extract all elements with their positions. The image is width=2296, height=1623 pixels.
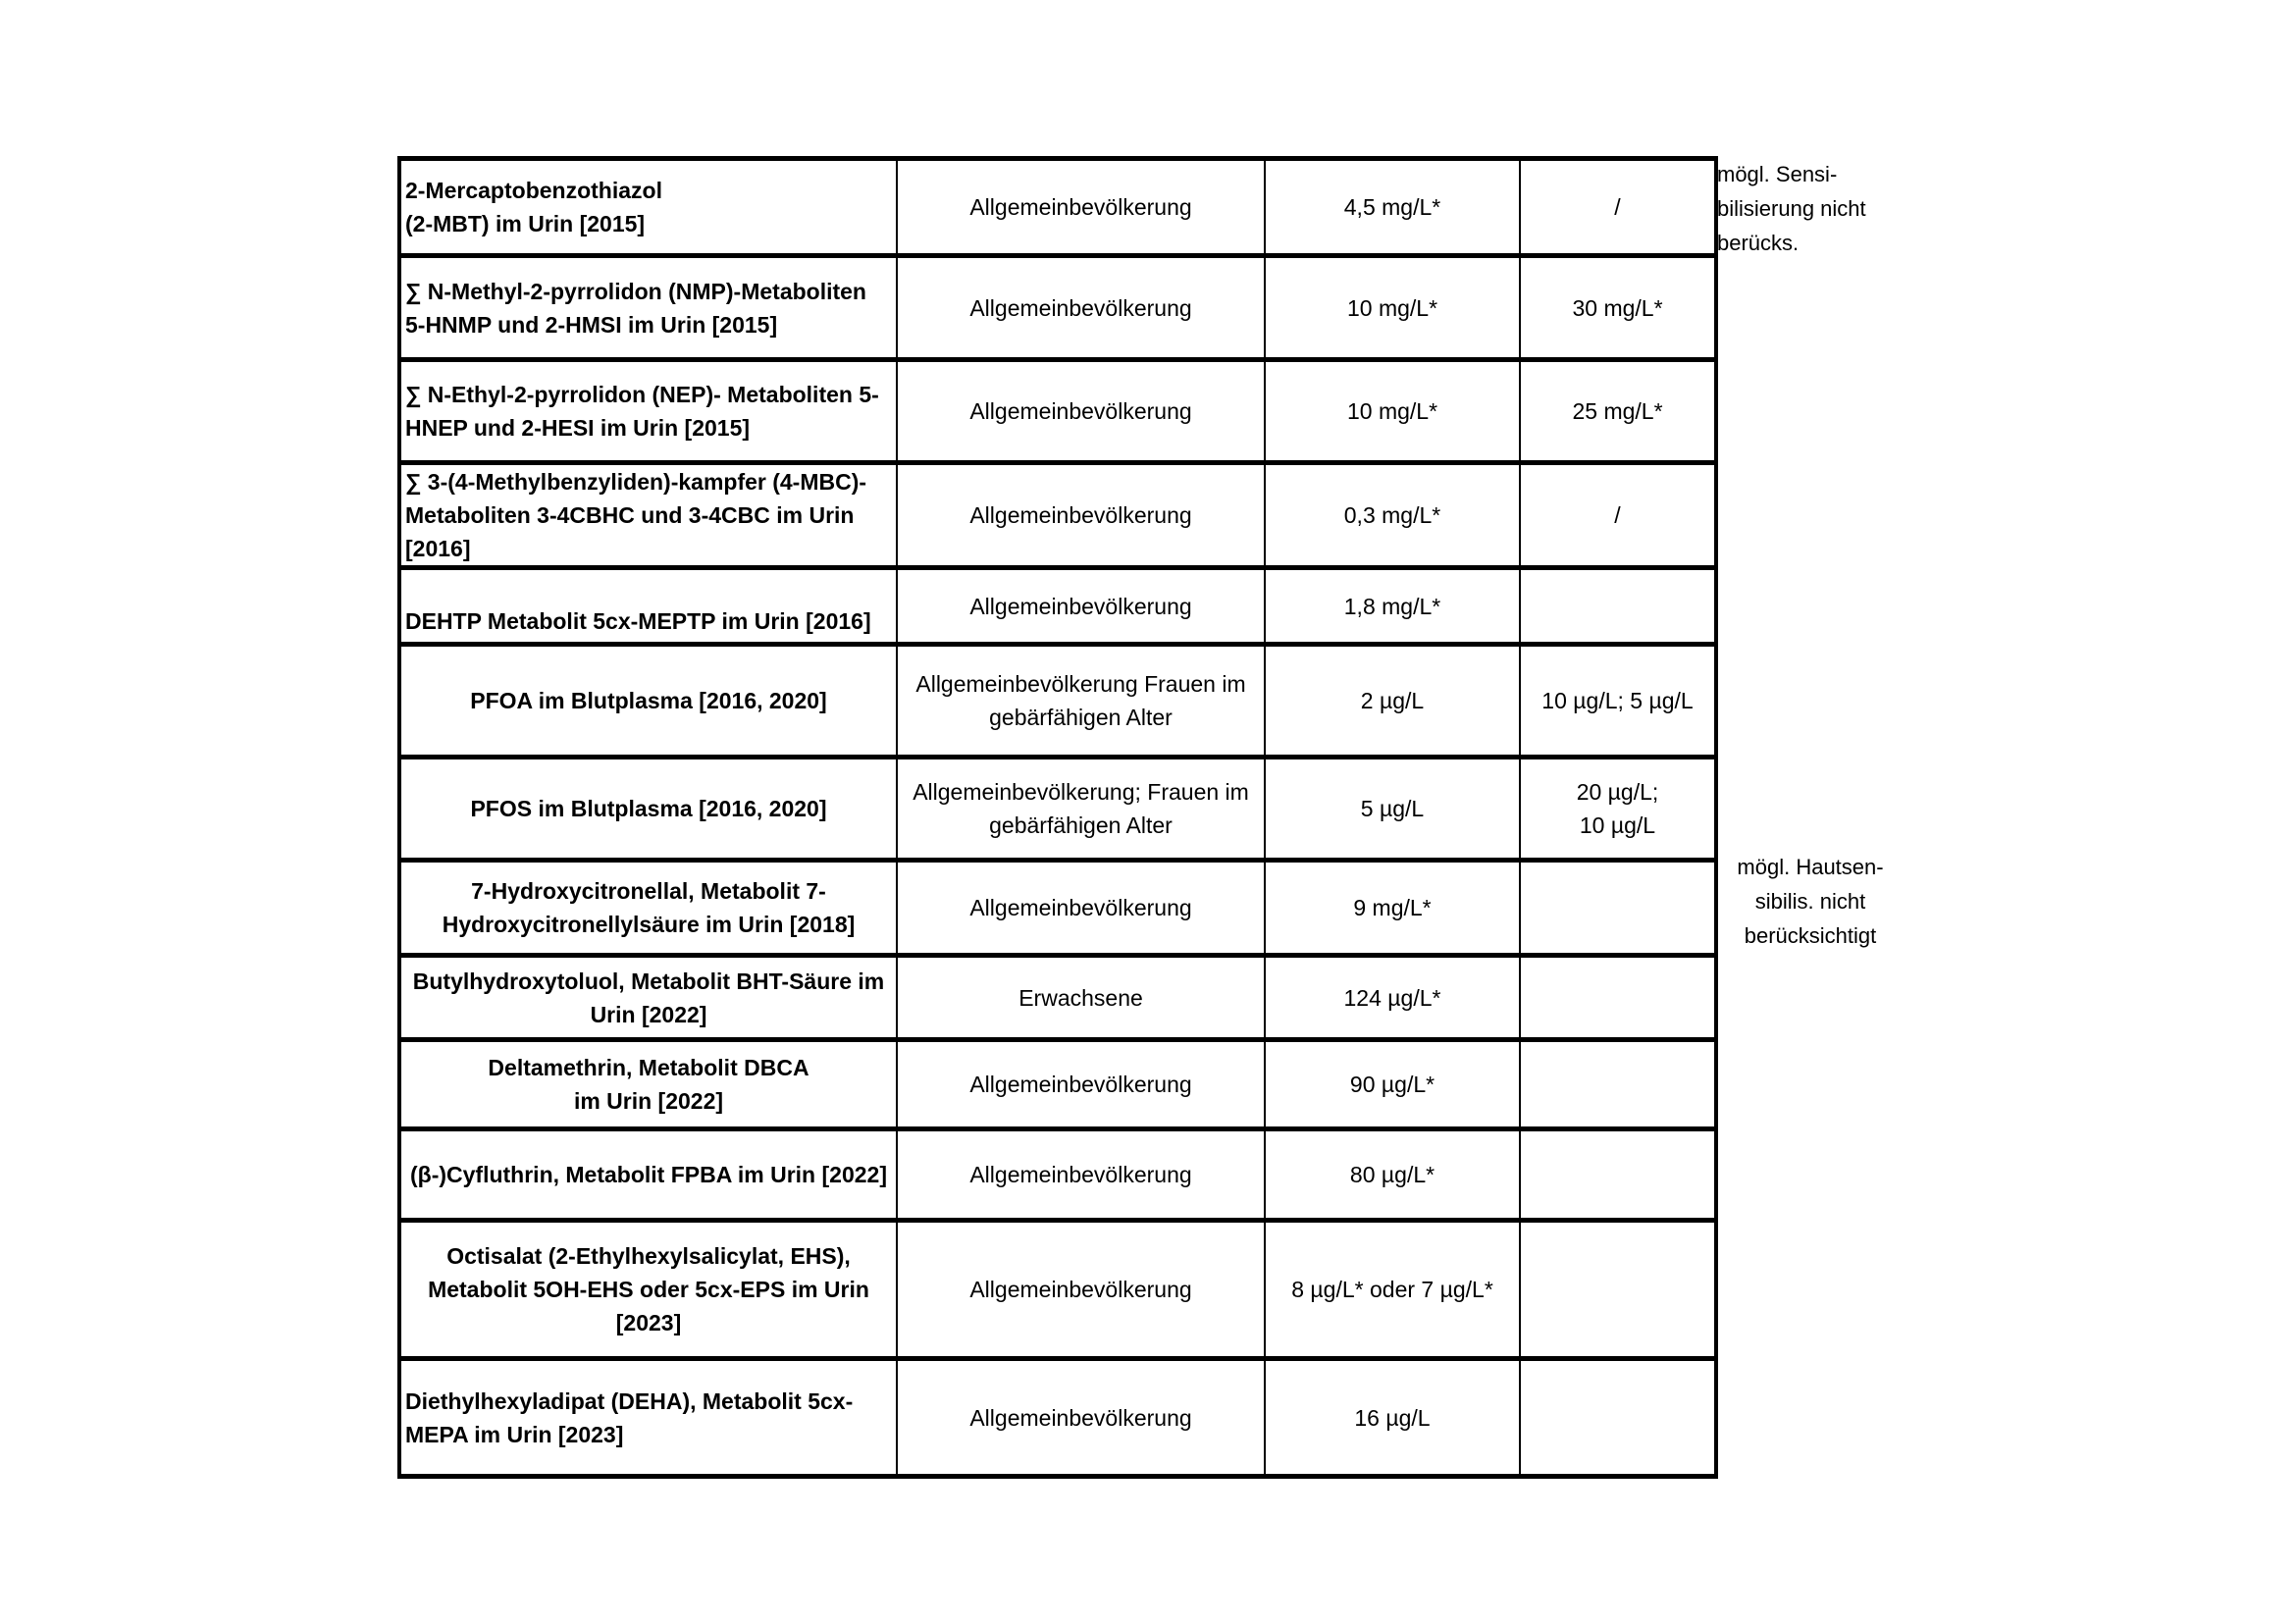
substance-cell: (β-)Cyfluthrin, Metabolit FPBA im Urin [2022] xyxy=(399,1129,897,1221)
population-group-cell: Allgemeinbevölkerung xyxy=(897,568,1265,645)
population-group-cell: Allgemeinbevölkerung xyxy=(897,1129,1265,1221)
hbm-i-value-cell: 80 µg/L* xyxy=(1265,1129,1520,1221)
hbm-ii-value-cell xyxy=(1520,1040,1716,1129)
substance-cell: Deltamethrin, Metabolit DBCA im Urin [2022] xyxy=(399,1040,897,1129)
table-row xyxy=(399,861,1716,956)
substance-cell: Butylhydroxytoluol, Metabolit BHT-Säure im Urin [2022] xyxy=(399,956,897,1040)
table-row xyxy=(399,1040,1716,1129)
table-row xyxy=(399,1129,1716,1221)
hbm-ii-value-cell xyxy=(1520,1221,1716,1359)
hbm-i-value-cell: 2 µg/L xyxy=(1265,645,1520,758)
hbm-ii-value-cell xyxy=(1520,1129,1716,1221)
table-row xyxy=(399,463,1716,568)
substance-cell: Octisalat (2-Ethylhexylsalicylat, EHS), Metabolit 5OH-EHS oder 5cx-EPS im Urin [2023] xyxy=(399,1221,897,1359)
hbm-ii-value-cell: 25 mg/L* xyxy=(1520,360,1716,463)
population-group-cell: Allgemeinbevölkerung xyxy=(897,360,1265,463)
substance-cell: ∑ N-Ethyl-2-pyrrolidon (NEP)- Metaboliten 5-HNEP und 2-HESI im Urin [2015] xyxy=(399,360,897,463)
population-group-cell: Allgemeinbevölkerung xyxy=(897,1221,1265,1359)
hbm-i-value-cell: 124 µg/L* xyxy=(1265,956,1520,1040)
population-group-cell: Allgemeinbevölkerung xyxy=(897,256,1265,360)
hbm-i-value-cell: 10 mg/L* xyxy=(1265,360,1520,463)
hbm-i-value-cell: 10 mg/L* xyxy=(1265,256,1520,360)
table-row xyxy=(399,956,1716,1040)
hbm-ii-value-cell xyxy=(1520,956,1716,1040)
substance-cell: ∑ N-Methyl-2-pyrrolidon (NMP)-Metaboliten 5-HNMP und 2-HMSI im Urin [2015] xyxy=(399,256,897,360)
hbm-i-value-cell: 0,3 mg/L* xyxy=(1265,463,1520,568)
population-group-cell: Allgemeinbevölkerung; Frauen im gebärfähigen Alter xyxy=(897,758,1265,861)
hbm-ii-value-cell xyxy=(1520,1359,1716,1477)
table-row xyxy=(399,1221,1716,1359)
population-group-cell: Allgemeinbevölkerung xyxy=(897,159,1265,256)
table-row xyxy=(399,159,1716,256)
substance-cell: 2-Mercaptobenzothiazol (2-MBT) im Urin [2015] xyxy=(399,159,897,256)
table-row xyxy=(399,568,1716,645)
hbm-i-value-cell: 16 µg/L xyxy=(1265,1359,1520,1477)
table-row xyxy=(399,256,1716,360)
substance-cell: PFOA im Blutplasma [2016, 2020] xyxy=(399,645,897,758)
substance-cell: PFOS im Blutplasma [2016, 2020] xyxy=(399,758,897,861)
hbm-ii-value-cell: 20 µg/L; 10 µg/L xyxy=(1520,758,1716,861)
table-row xyxy=(399,645,1716,758)
population-group-cell: Erwachsene xyxy=(897,956,1265,1040)
hbm-i-value-cell: 8 µg/L* oder 7 µg/L* xyxy=(1265,1221,1520,1359)
substance-cell: ∑ 3-(4-Methylbenzyliden)-kampfer (4-MBC)-Metaboliten 3-4CBHC und 3-4CBC im Urin [2016] xyxy=(399,463,897,568)
hbm-ii-value-cell xyxy=(1520,568,1716,645)
hbm-ii-value-cell: 30 mg/L* xyxy=(1520,256,1716,360)
hbm-i-value-cell: 4,5 mg/L* xyxy=(1265,159,1520,256)
hbm-values-table xyxy=(397,156,1718,1479)
hbm-ii-value-cell xyxy=(1520,861,1716,956)
note-skin-sensitization: mögl. Hautsen- sibilis. nicht berücksichtigt xyxy=(1737,855,1884,948)
population-group-cell: Allgemeinbevölkerung xyxy=(897,1040,1265,1129)
population-group-cell: Allgemeinbevölkerung xyxy=(897,1359,1265,1477)
hbm-ii-value-cell: / xyxy=(1520,463,1716,568)
population-group-cell: Allgemeinbevölkerung xyxy=(897,463,1265,568)
hbm-i-value-cell: 9 mg/L* xyxy=(1265,861,1520,956)
table-row xyxy=(399,758,1716,861)
table-row xyxy=(399,360,1716,463)
hbm-i-value-cell: 1,8 mg/L* xyxy=(1265,568,1520,645)
hbm-ii-value-cell: 10 µg/L; 5 µg/L xyxy=(1520,645,1716,758)
hbm-i-value-cell: 90 µg/L* xyxy=(1265,1040,1520,1129)
note-sensitization: mögl. Sensi- bilisierung nicht berücks. xyxy=(1717,162,1866,255)
hbm-i-value-cell: 5 µg/L xyxy=(1265,758,1520,861)
substance-cell: DEHTP Metabolit 5cx-MEPTP im Urin [2016] xyxy=(399,568,897,645)
population-group-cell: Allgemeinbevölkerung Frauen im gebärfähigen Alter xyxy=(897,645,1265,758)
table-row xyxy=(399,1359,1716,1477)
substance-cell: Diethylhexyladipat (DEHA), Metabolit 5cx-MEPA im Urin [2023] xyxy=(399,1359,897,1477)
substance-cell: 7-Hydroxycitronellal, Metabolit 7-Hydroxycitronellylsäure im Urin [2018] xyxy=(399,861,897,956)
hbm-ii-value-cell: / xyxy=(1520,159,1716,256)
population-group-cell: Allgemeinbevölkerung xyxy=(897,861,1265,956)
